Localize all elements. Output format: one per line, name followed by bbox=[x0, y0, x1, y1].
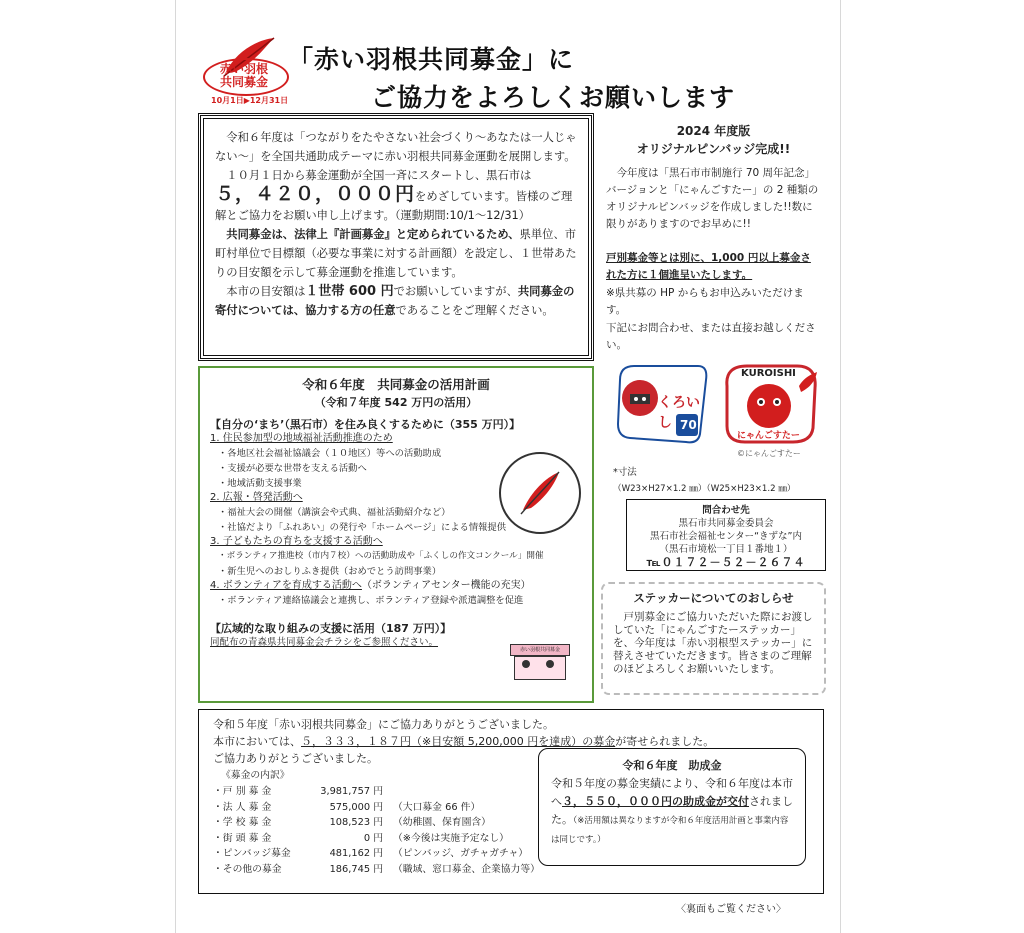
pin-body: 今年度は「黒石市市制施行 70 周年記念」バージョンと「にゃんごすたー」の 2 種類のオリジナルピンバッジを作成しました!!数に限りがありますのでお早めに!! bbox=[606, 167, 819, 230]
intro-paragraph-3: 共同募金は、法律上『計画募金』と定められているため、県単位、市町村単位で目標額（必要な事業に対する計画額）を設定し、１世帯あたりの目安額を示して募金運動を推進しています。 bbox=[215, 228, 577, 279]
booth-illustration: 赤い羽根共同募金 bbox=[508, 640, 570, 684]
plan-heading-2: 2. 広報・啓発活動へ bbox=[210, 492, 303, 503]
intro-paragraph-4: 本市の目安額は１世帯 600 円でお願いしていますが、共同募金の寄付については、協力する方の任意であることをご理解ください。 bbox=[215, 284, 575, 317]
contact-address: （黒石市境松一丁目１番地１） bbox=[659, 544, 793, 555]
grant-box bbox=[538, 748, 806, 866]
plan-item: ・新生児へのおしりふき提供（おめでとう訪問事業） bbox=[218, 566, 442, 577]
pin-contact-note: 下記にお問合わせ、または直接お越しください。 bbox=[606, 322, 816, 351]
plan-note: 同配布の青森県共同募金会チラシをご参照ください。 bbox=[210, 637, 439, 648]
breakdown-row: ・ピンバッジ募金 481,162 円 （ピンバッジ、ガチャガチャ） bbox=[213, 848, 529, 859]
household-amount: １世帯 600 円 bbox=[305, 284, 394, 299]
plan-item: ・ボランティア推進校（市内７校）への活動助成や「ふくしの作文コンクール」開催 bbox=[218, 551, 544, 561]
results-total: 本市においては、５，３３３，１８７円（※目安額 5,200,000 円を達成）の募金が寄せられました。 bbox=[213, 735, 715, 748]
size-label: *寸法 bbox=[613, 467, 637, 478]
copyright: ©にゃんごすたー bbox=[737, 449, 801, 458]
intro-box bbox=[198, 113, 594, 361]
plan-item: ・支援が必要な世帯を支える活動へ bbox=[218, 463, 367, 474]
intro-paragraph-2: １０月１日から募金運動が全国一斉にスタートし、黒石市は ５，４２０，０００円をめざしています。皆様のご理解とご協力をお願い申し上げます。（運動期間:10/1～12/31） bbox=[215, 169, 573, 222]
size-values: （W23×H27×1.2 ㎜）（W25×H23×1.2 ㎜） bbox=[613, 484, 796, 494]
breakdown-row: ・戸 別 募 金 3,981,757 円 bbox=[213, 786, 383, 797]
contact-org: 黒石市共同募金委員会 bbox=[678, 518, 774, 529]
badge-70th-number: 70 bbox=[680, 418, 697, 432]
badge-nyango-top: KUROISHI bbox=[741, 368, 796, 379]
intro-paragraph-1: 令和６年度は「つながりをたやさない社会づくり～あなたは一人じゃない～」を全国共通助成テーマに赤い羽根共同募金運動を展開します。 bbox=[215, 131, 577, 163]
contact-box bbox=[626, 499, 826, 571]
plan-section-local: 【自分の‘まち’（黒石市）を住み良くするために（355 万円）】 bbox=[210, 418, 521, 431]
logo-period: 10月1日▶12月31日 bbox=[211, 96, 289, 105]
results-thanks: 令和５年度「赤い羽根共同募金」にご協力ありがとうございました。 bbox=[213, 718, 554, 731]
badge-70th-label: くろいし bbox=[658, 395, 700, 431]
sticker-notice bbox=[601, 582, 826, 695]
breakdown-row: ・学 校 募 金 108,523 円 （幼稚園、保育園含） bbox=[213, 817, 491, 828]
plan-heading-3: 3. 子どもたちの育ちを支援する活動へ bbox=[210, 536, 383, 547]
pin-title: 2024 年度版 オリジナルピンバッジ完成!! bbox=[636, 124, 791, 156]
plan-heading-1: 1. 住民参加型の地域福祉活動推進のため bbox=[210, 433, 393, 444]
breakdown-row: ・その他の募金 186,745 円 （職域、窓口募金、企業協力等） bbox=[213, 863, 540, 875]
contact-title: 問合わせ先 bbox=[702, 505, 750, 516]
plan-section-regional: 【広域的な取り組みの支援に活用（187 万円）】 bbox=[210, 622, 452, 635]
contact-office: 黒石市社会福祉センター“きずな”内 bbox=[650, 531, 802, 542]
plan-heading-4: 4. ボランティアを育成する活動へ（ボランティアセンター機能の充実） bbox=[210, 580, 531, 591]
goal-amount: ５，４２０，０００円 bbox=[215, 183, 416, 205]
flyer-page bbox=[175, 0, 841, 933]
pin-online-note: ※県共募の HP からもお申込みいただけます。 bbox=[606, 287, 804, 316]
contact-tel: ℡０１７２－５２－２６７４ bbox=[646, 556, 806, 569]
logo-text: 赤い羽根 共同募金 bbox=[219, 62, 268, 89]
grant-body: 令和５年度の募金実績により、令和６年度は本市へ３，５５０，０００円の助成金が交付されました。（※活用額は異なりますが令和６年度活用計画と事業内容は同じです。） bbox=[551, 777, 793, 845]
grant-title: 令和６年度 助成金 bbox=[622, 759, 722, 772]
stamp-feather-icon bbox=[501, 454, 579, 532]
page-title-line1: 「赤い羽根共同募金」に bbox=[288, 45, 575, 74]
sticker-body: 戸別募金にご協力いただいた際にお渡ししていた「にゃんごすたーステッカー」を、今年度は「赤い羽根型ステッカー」に替えさせていただきます。皆さまのご理解のほどよろしくお願いいたします。 bbox=[613, 611, 813, 675]
stamp-seal bbox=[499, 452, 581, 534]
footer-note: 〈裏面もご覧ください〉 bbox=[676, 904, 786, 915]
plan-item: ・社協だより「ふれあい」の発行や「ホームページ」による情報提供 bbox=[218, 522, 507, 533]
breakdown-title: 《募金の内訳》 bbox=[221, 770, 290, 781]
plan-title: 令和６年度 共同募金の活用計画 bbox=[302, 377, 490, 392]
badge-nyango-bottom: にゃんごすたー bbox=[737, 431, 800, 441]
plan-item: ・地域活動支援事業 bbox=[218, 478, 302, 489]
plan-item: ・各地区社会福祉協議会（１０地区）等への活動助成 bbox=[218, 448, 442, 459]
results-thanks-2: ご協力ありがとうございました。 bbox=[213, 752, 378, 765]
plan-item: ・ボランティア連絡協議会と連携し、ボランティア登録や派遣調整を促進 bbox=[218, 595, 524, 606]
breakdown-row: ・街 頭 募 金 0 円 （※今後は実施予定なし） bbox=[213, 832, 509, 844]
pin-condition: 戸別募金等とは別に、1,000 円以上募金された方に１個進呈いたします。 bbox=[606, 252, 811, 281]
page-title-line2: ご協力をよろしくお願いします bbox=[371, 83, 736, 112]
plan-subtitle: （令和７年度 542 万円の活用） bbox=[314, 396, 478, 409]
plan-item: ・福祉大会の開催（講演会や式典、福祉活動紹介など） bbox=[218, 507, 451, 518]
breakdown-row: ・法 人 募 金 575,000 円 （大口募金 66 件） bbox=[213, 801, 481, 813]
pin-badge-70th bbox=[610, 360, 710, 446]
pin-badge-nyango bbox=[719, 356, 821, 448]
sticker-title: ステッカーについてのおしらせ bbox=[633, 591, 794, 605]
